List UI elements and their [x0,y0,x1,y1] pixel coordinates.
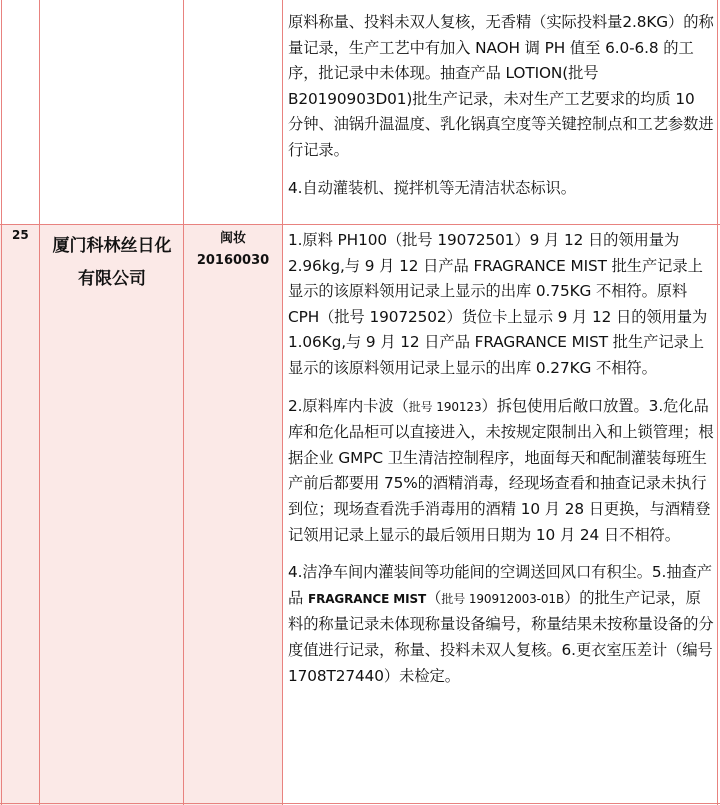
company-name: 厦门科林丝日化有限公司 [52,236,172,289]
license-number [188,228,278,272]
description-paragraph [288,394,714,549]
table-border-right [717,0,718,805]
batch-number: 批号 190123 [408,399,482,414]
column-divider [282,0,283,805]
text-run: 2.原料库内卡波（ [288,396,409,415]
description-paragraph [288,560,714,689]
table-border-bottom [0,803,720,804]
text-run: （ [426,588,442,607]
license-prefix: 闽妆 [219,231,246,246]
row-number: 25 [12,228,29,242]
text-run: 4.洁净车间内灌装间等功能间的空调送回风口有积尘。5.抽查产品 [288,563,712,607]
description-paragraph: 4.自动灌装机、搅拌机等无清洁状态标识。 [288,178,576,197]
license-code: 20160030 [196,253,270,268]
text-run: ）拆包使用后敞口放置。3.危化品库和危化品柜可以直接进入，未按规定限制出入和上锁管理；根据企业 GMPC 卫生清洁控制程序，地面每天和配制灌装每班生产前后都要用 75%的酒精消毒，经现场查看和抽查记录未执行到位；现场查看洗手消毒用的酒精 10 月 28 日更换，与酒精登记领用记录上显示的最后领用日期为 10 月 24 日不相符。 [288,396,714,544]
description-paragraph: 原料称量、投料未双人复核，无香精（实际投料量2.8KG）的称量记录，生产工艺中有加入 NAOH 调 PH 值至 6.0-6.8 的工序，批记录中未体现。抽查产品 LOTION(批号 B20190903D01)批生产记录，未对生产工艺要求的均质 10 分钟、油锅升温温度、乳化锅真空度等关键控制点和工艺参数进行记录。 [288,13,714,159]
table-border-left [1,0,2,805]
product-name: FRAGRANCE MIST [307,591,427,606]
row-divider [0,224,720,225]
top-row-description [288,10,714,201]
column-divider [183,0,184,805]
description-paragraph: 1.原料 PH100（批号 19072501）9 月 12 日的领用量为 2.96kg,与 9 月 12 日产品 FRAGRANCE MIST 批生产记录上显示的该原料领用记录上显示的出库 0.75KG 不相符。原料 CPH（批号 19072502）货位卡上显示 9 月 12 日的领用量为 1.06Kg,与 9 月 12 日产品 FRAGRANCE MIST 批生产记录上显示的该原料领用记录上显示的出库 0.27KG 不相符。 [288,231,708,377]
batch-number: 批号 190912003-01B [441,591,565,606]
column-divider [39,0,40,805]
text-run: ）的批生产记录，原料的称量记录未体现称量设备编号，称量结果未按称量设备的分度值进行记录，称量、投料未双人复核。6.更衣室压差计（编号 1708T27440）未检定。 [288,588,714,685]
row-25-description [288,228,714,689]
